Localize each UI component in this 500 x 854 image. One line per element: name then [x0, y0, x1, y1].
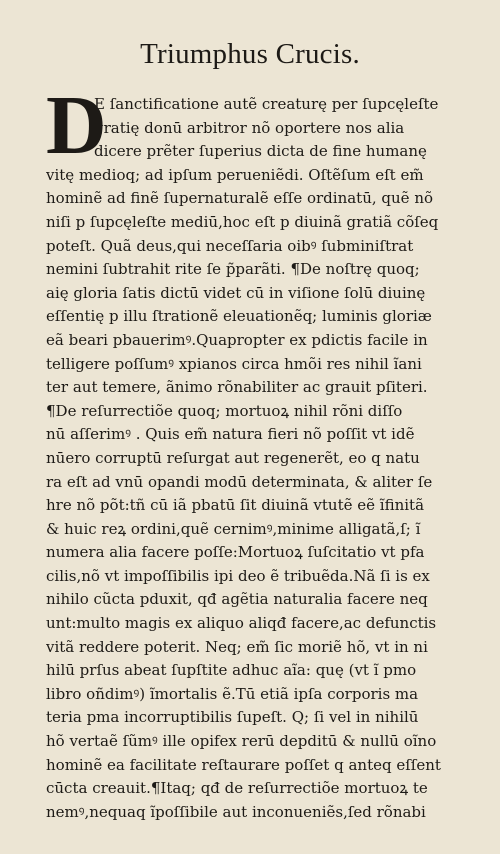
text-line: cūcta creauit.¶Itaq; qđ de reſurrectiõe mortuoꝝ te: [46, 779, 428, 798]
text-line: ra eſt ad vnū opandi modū determinata, & aliter ſe: [46, 472, 433, 491]
text-line: nū aſſerimꝰ . Quis em̃ natura fieri nõ poſſit vt idẽ: [46, 425, 415, 444]
text-block: [46, 79, 464, 824]
text-line: telligere poſſumꝰ xpianos circa hmõi res nihil ĩani: [46, 354, 422, 373]
text-line: nihilo cũcta pduxit, qđ agẽtia naturalia facere neq: [46, 590, 428, 609]
text-line: eſſentię p illu ſtrationẽ eleuationẽq; luminis gloriæ: [46, 307, 432, 326]
text-line: cilis,nõ vt impoſſibilis ipi deo ẽ tribuẽda.Nã ſi is ex: [46, 566, 430, 585]
text-line: E ſanctificatione autẽ creaturę per ſupcęleſte: [94, 95, 439, 113]
text-line: hominẽ ad finẽ ſupernaturalẽ eſſe ordinatū, quẽ nõ: [46, 189, 434, 208]
text-line: unt:multo magis ex aliquo aliqđ facere,ac defunctis: [46, 614, 437, 633]
text-line: hõ vertaẽ ſũmꝰ ille opifex rerū depditū & nullū oĩno: [46, 732, 437, 751]
text-line: gratię donū arbitror nõ oportere nos alia: [94, 118, 405, 137]
text-line: vitę medioq; ad ipſum perueniẽdi. Oſtẽſum eſt em̃: [46, 165, 424, 184]
text-line: dicere prẽter ſuperius dicta de fine humanę: [94, 142, 427, 161]
text-line: ter aut temere, ãnimo rõnabiliter ac grauit pſiteri.: [46, 378, 428, 397]
text-line: aię gloria ſatis dictū videt cū in viſione ſolū diuinę: [46, 283, 426, 302]
text-line: poteſt. Quã deus,qui neceſſaria oibꝰ ſubminiſtrat: [46, 236, 414, 255]
text-line: hominẽ ea facilitate reſtaurare poſſet q anteq eſſent: [46, 755, 441, 774]
text-line: hilū prſus abeat ſupſtite adhuc aĩa: quę (vt ĩ pmo: [46, 661, 417, 680]
text-line: nemꝰ,nequaq ĩpoſſibile aut inconueniẽs,ſed rõnabi: [46, 802, 426, 821]
text-line: niſi p ſupcęleſte mediū,hoc eſt p diuinã gratiã cõſeq: [46, 212, 439, 231]
page-title: Triumphus Crucis.: [140, 38, 360, 70]
text-line: hre nõ põt:tñ cū iã pbatū ſit diuinã vtutẽ eẽ ĩfinitã: [46, 496, 425, 515]
text-line: ¶De reſurrectiõe quoq; mortuoꝝ nihil rõni diſſo: [46, 401, 403, 420]
drop-cap: D: [46, 79, 107, 172]
text-line: numera alia facere poſſe:Mortuoꝝ ſuſcitatio vt pfa: [46, 543, 425, 562]
text-line: eã beari pbauerimꝰ.Quapropter ex pdictis facile in: [46, 330, 428, 349]
text-line: libro oñdimꝰ) ĩmortalis ẽ.Tū etiã ipſa corporis ma: [46, 684, 419, 703]
text-line: & huic reꝝ ordini,quẽ cernimꝰ,minime alligatã,ſ; ĩ: [46, 519, 421, 538]
text-line: nemini ſubtrahit rite ſe p̃parãti. ¶De noſtrę quoq;: [46, 260, 420, 279]
text-line: nūero corruptū reſurgat aut regenerẽt, eo q natu: [46, 448, 420, 467]
text-line: teria pma incorruptibilis ſupeſt. Q; ſi vel in nihilū: [46, 708, 419, 727]
text-line: vitã reddere poterit. Neq; em̃ ſic moriẽ hõ, vt in ni: [46, 637, 428, 656]
